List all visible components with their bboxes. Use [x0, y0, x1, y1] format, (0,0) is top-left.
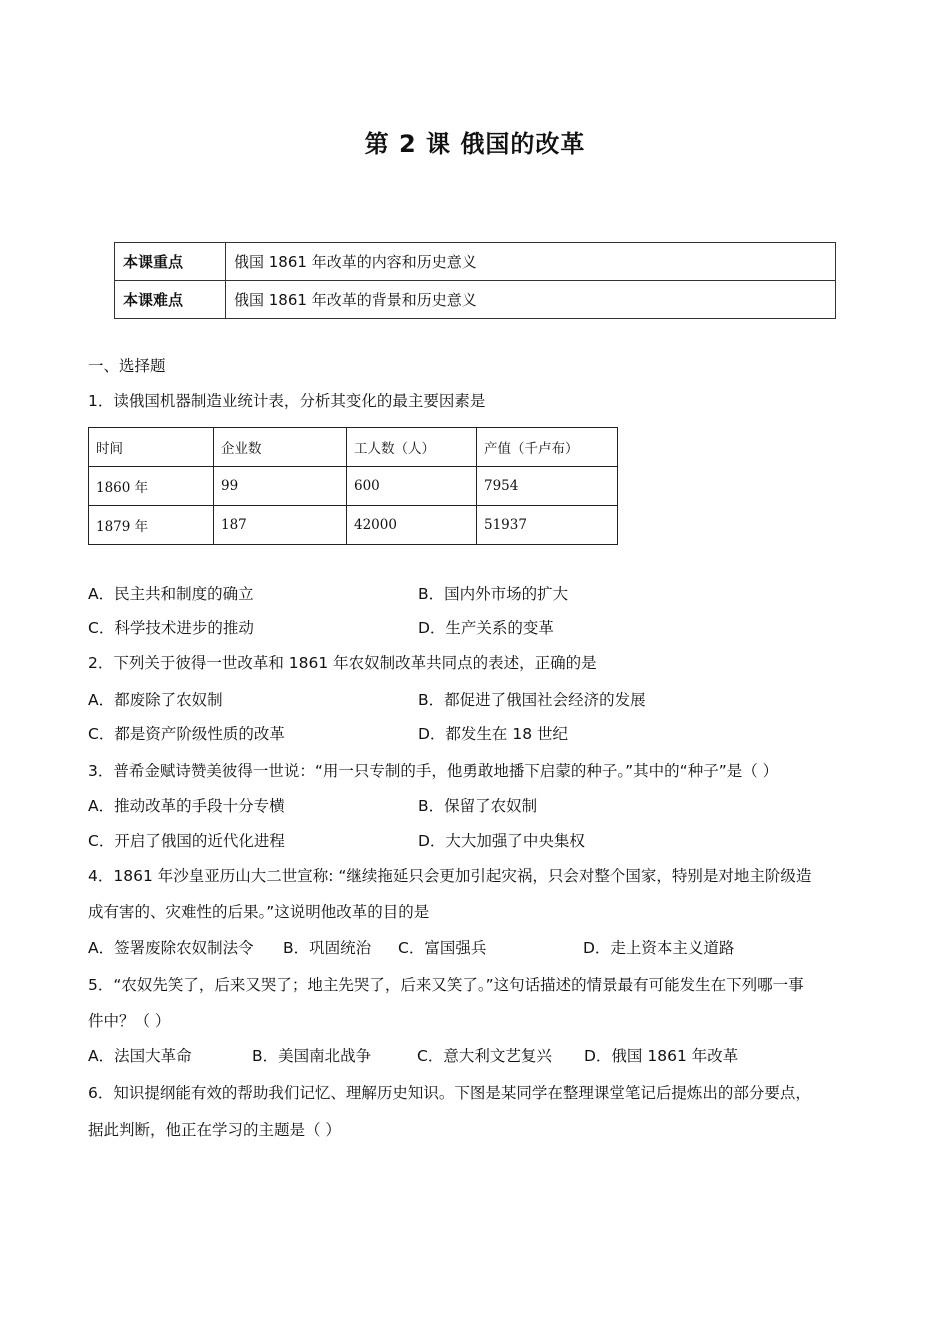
option-a: A．法国大革命	[88, 1047, 192, 1065]
question-4-stem-continued: 成有害的、灾难性的后果。”这说明他改革的目的是	[88, 903, 430, 921]
option-c: C．科学技术进步的推动	[88, 619, 254, 637]
question-6-stem-continued: 据此判断，他正在学习的主题是（ ）	[88, 1121, 341, 1139]
table-header: 时间	[89, 428, 214, 467]
table-cell: 99	[214, 467, 347, 506]
table-cell: 42000	[347, 506, 477, 545]
question-1-stem: 1．读俄国机器制造业统计表，分析其变化的最主要因素是	[88, 392, 486, 410]
table-row	[115, 281, 836, 319]
option-b: B．美国南北战争	[252, 1047, 372, 1065]
table-cell: 600	[347, 467, 477, 506]
table-cell: 7954	[477, 467, 618, 506]
focus-value: 俄国 1861 年改革的背景和历史意义	[226, 281, 836, 319]
option-d: D．生产关系的变革	[418, 619, 554, 637]
option-a: A．推动改革的手段十分专横	[88, 797, 285, 815]
option-d: D．俄国 1861 年改革	[584, 1047, 739, 1065]
option-c: C．富国强兵	[398, 939, 487, 957]
table-row	[89, 428, 618, 467]
machine-industry-table	[88, 427, 618, 545]
table-header: 产值（千卢布）	[477, 428, 618, 467]
question-4-stem: 4．1861 年沙皇亚历山大二世宣称: “继续拖延只会更加引起灾祸，只会对整个国家，特别是对地主阶级造	[88, 867, 812, 885]
table-cell: 187	[214, 506, 347, 545]
option-b: B．保留了农奴制	[418, 797, 538, 815]
option-d: D．大大加强了中央集权	[418, 832, 585, 850]
option-d: D．走上资本主义道路	[583, 939, 735, 957]
question-5-stem: 5．“农奴先笑了，后来又哭了；地主先哭了，后来又笑了。”这句话描述的情景最有可能发生在下列哪一事	[88, 976, 804, 994]
lesson-focus-table	[114, 242, 836, 319]
option-c: C．开启了俄国的近代化进程	[88, 832, 285, 850]
table-cell: 51937	[477, 506, 618, 545]
table-cell: 1879 年	[89, 506, 214, 545]
table-row	[89, 506, 618, 545]
focus-value: 俄国 1861 年改革的内容和历史意义	[226, 243, 836, 281]
option-b: B．国内外市场的扩大	[418, 585, 569, 603]
question-3-stem: 3．普希金赋诗赞美彼得一世说：“用一只专制的手，他勇敢地播下启蒙的种子。”其中的“种子”是（ ）	[88, 762, 779, 780]
page-title: 第 2 课 俄国的改革	[364, 130, 586, 158]
option-a: A．民主共和制度的确立	[88, 585, 254, 603]
section-heading: 一、选择题	[88, 357, 166, 375]
table-header: 企业数	[214, 428, 347, 467]
option-b: B．都促进了俄国社会经济的发展	[418, 691, 646, 709]
focus-label: 本课重点	[115, 243, 226, 281]
table-header: 工人数（人）	[347, 428, 477, 467]
table-row	[89, 467, 618, 506]
table-row	[115, 243, 836, 281]
focus-label: 本课难点	[115, 281, 226, 319]
option-b: B．巩固统治	[283, 939, 372, 957]
option-c: C．都是资产阶级性质的改革	[88, 725, 285, 743]
option-a: A．签署废除农奴制法令	[88, 939, 254, 957]
option-c: C．意大利文艺复兴	[417, 1047, 552, 1065]
question-2-stem: 2．下列关于彼得一世改革和 1861 年农奴制改革共同点的表述，正确的是	[88, 654, 597, 672]
option-d: D．都发生在 18 世纪	[418, 725, 569, 743]
question-6-stem: 6．知识提纲能有效的帮助我们记忆、理解历史知识。下图是某同学在整理课堂笔记后提炼出的部分要点，	[88, 1084, 811, 1102]
option-a: A．都废除了农奴制	[88, 691, 223, 709]
table-cell: 1860 年	[89, 467, 214, 506]
question-5-stem-continued: 件中？（ ）	[88, 1012, 171, 1030]
